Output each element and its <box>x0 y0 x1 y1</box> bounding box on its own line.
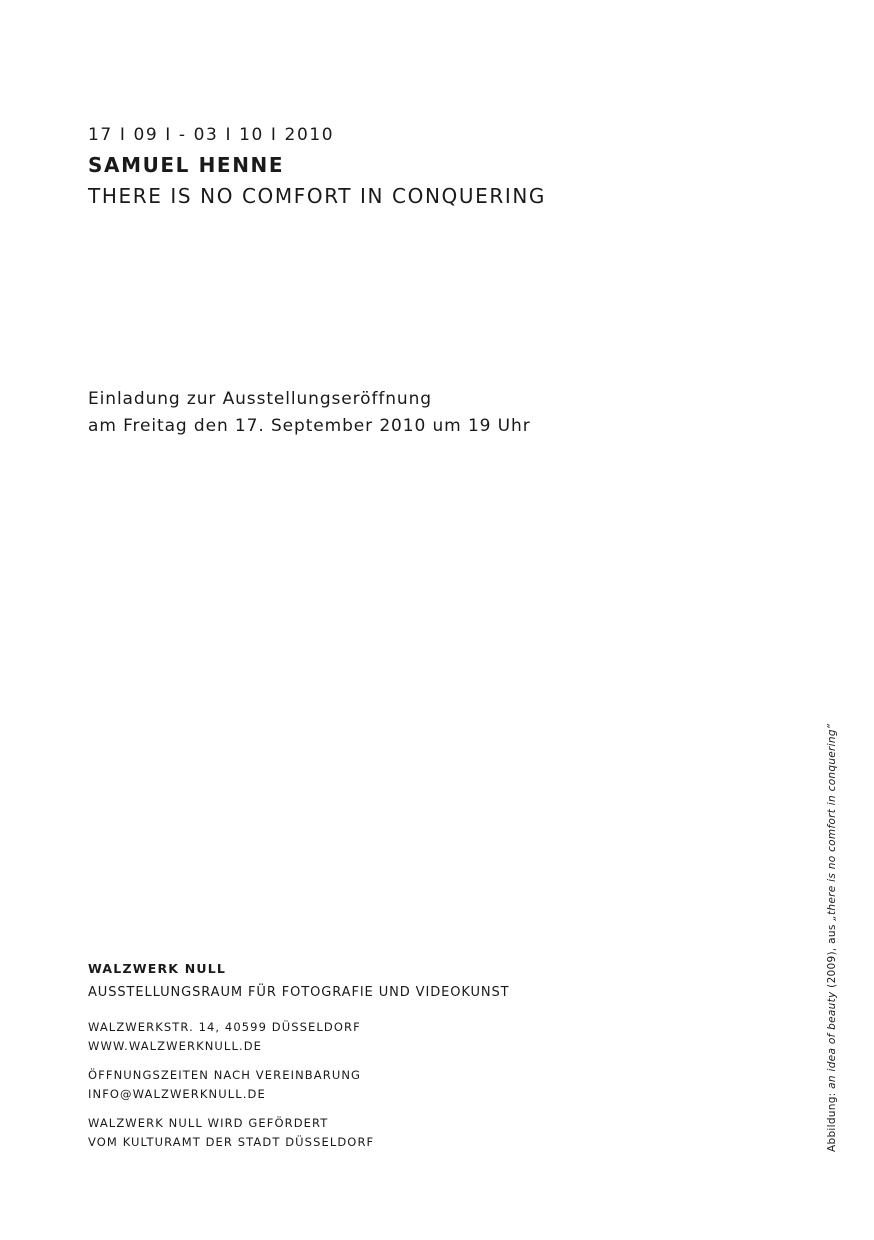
funding-line-1: WALZWERK NULL WIRD GEFÖRDERT <box>88 1116 329 1130</box>
invitation-line-2: am Freitag den 17. September 2010 um 19 Uhr <box>88 416 531 436</box>
funding-line-2: VOM KULTURAMT DER STADT DÜSSELDORF <box>88 1135 375 1149</box>
gallery-email: INFO@WALZWERKNULL.DE <box>88 1087 266 1101</box>
exhibition-dates: 17 I 09 I - 03 I 10 I 2010 <box>88 125 335 145</box>
invitation-line-1: Einladung zur Ausstellungseröffnung <box>88 389 432 409</box>
credit-middle: (2009), aus <box>826 920 838 992</box>
artist-name: SAMUEL HENNE <box>88 153 285 177</box>
gallery-website: WWW.WALZWERKNULL.DE <box>88 1039 263 1053</box>
credit-series-title: „there is no comfort in conquering“ <box>826 723 838 921</box>
gallery-hours: ÖFFNUNGSZEITEN NACH VEREINBARUNG <box>88 1068 362 1082</box>
exhibition-title: THERE IS NO COMFORT IN CONQUERING <box>88 184 546 208</box>
image-credit <box>826 723 838 1152</box>
gallery-funding-block <box>88 1114 374 1152</box>
gallery-address: WALZWERKSTR. 14, 40599 DÜSSELDORF <box>88 1020 361 1034</box>
gallery-contact-block <box>88 1066 361 1104</box>
gallery-address-block <box>88 1018 361 1056</box>
gallery-subtitle: AUSSTELLUNGSRAUM FÜR FOTOGRAFIE UND VIDEOKUNST <box>88 985 510 1000</box>
invitation-text <box>88 386 531 440</box>
credit-work-title: an idea of beauty <box>826 991 838 1089</box>
gallery-name: WALZWERK NULL <box>88 961 227 976</box>
credit-prefix: Abbildung: <box>826 1088 838 1152</box>
